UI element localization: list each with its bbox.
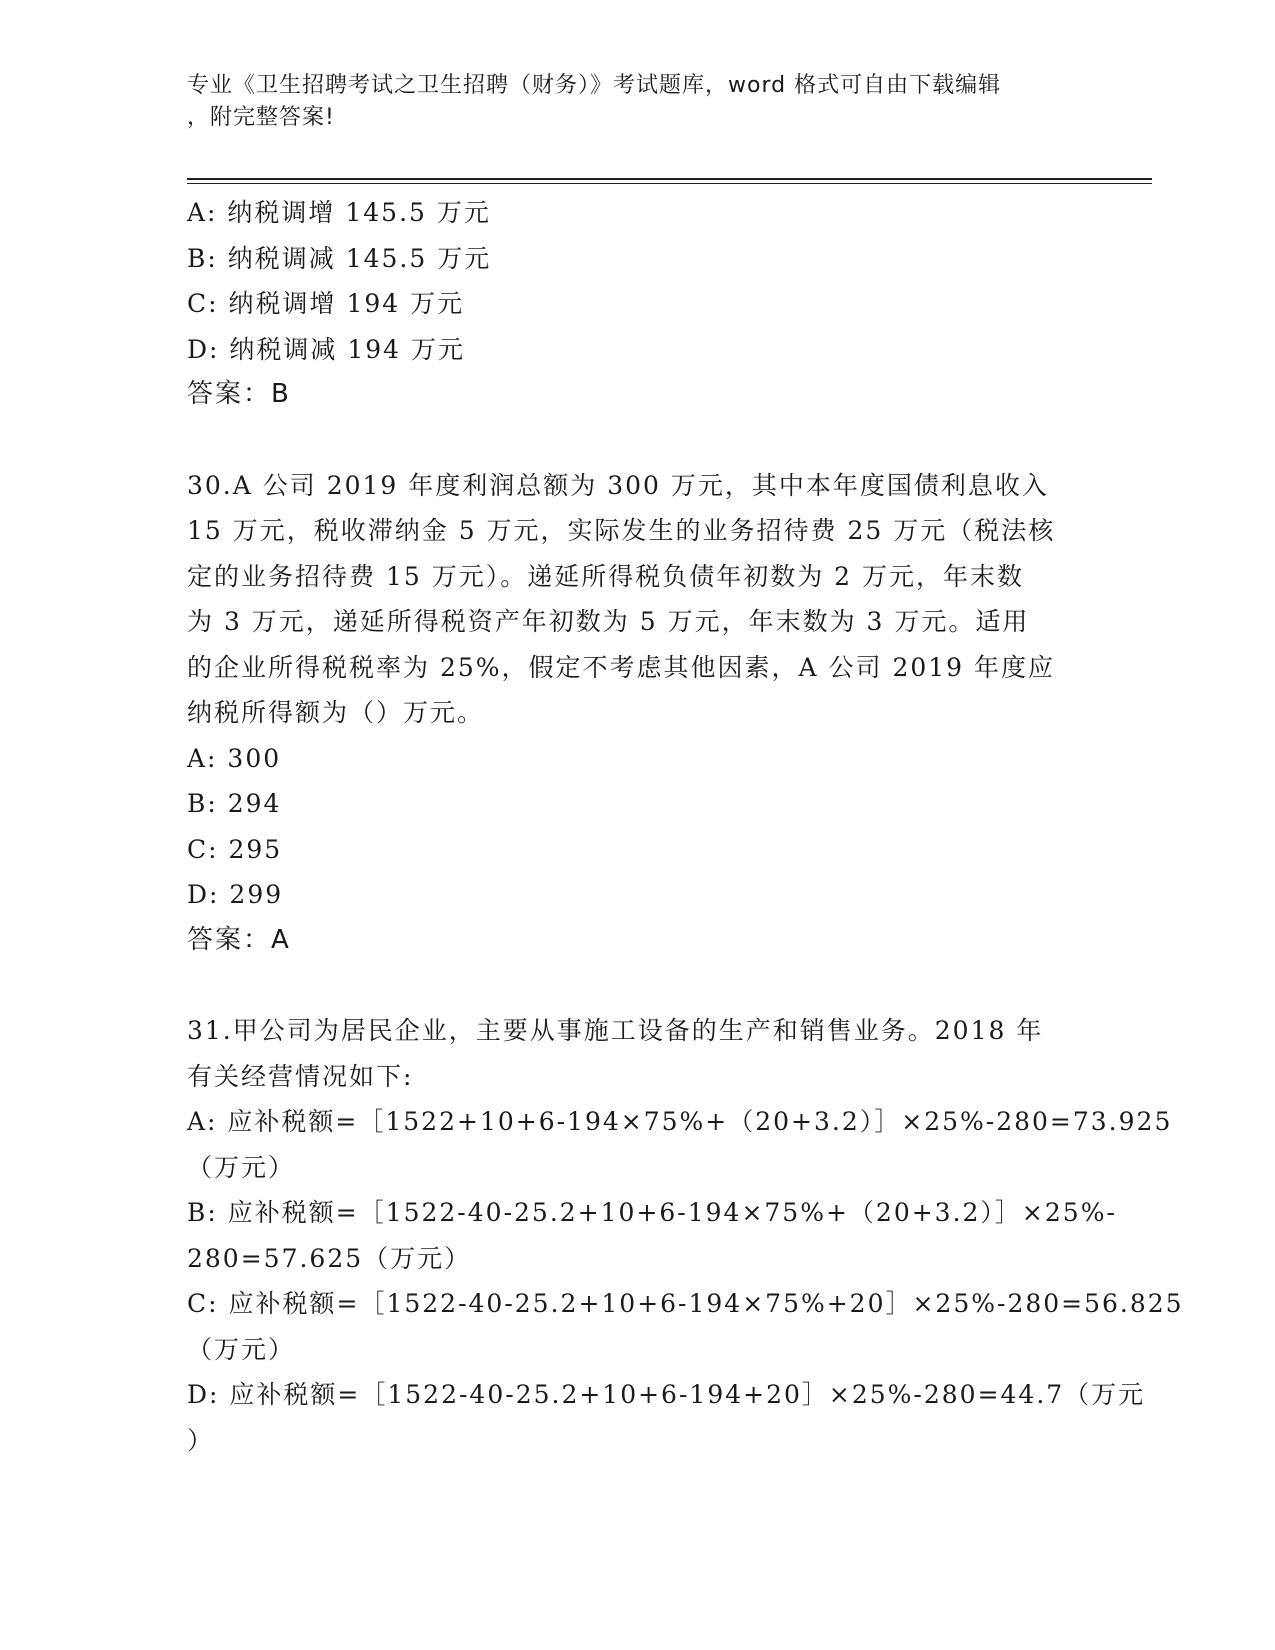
option-a: A: 纳税调增 145.5 万元 [187, 198, 491, 227]
document-header [187, 70, 1087, 134]
option-a: A: 应补税额=［1522+10+6-194×75%+（20+3.2）］×25%-280=73.925 [187, 1107, 1173, 1136]
answer-label: 答案：B [187, 379, 291, 409]
option-b: B: 294 [187, 789, 282, 818]
spacer [187, 963, 1087, 1008]
option-c: C: 纳税调增 194 万元 [187, 289, 465, 318]
option-c: C: 295 [187, 834, 283, 864]
header-divider-thin [187, 183, 1152, 184]
question-text-line: 定的业务招待费 15 万元）。递延所得税负债年初数为 2 万元，年末数 [187, 561, 1025, 591]
question-text-line: 有关经营情况如下: [187, 1061, 414, 1091]
question-text-line: 纳税所得额为（）万元。 [187, 698, 485, 727]
question-content [187, 190, 1184, 1463]
option-d-continued: ） [187, 1425, 215, 1455]
question-text-line: 为 3 万元，递延所得税资产年初数为 5 万元，年末数为 3 万元。适用 [187, 607, 1030, 636]
spacer [187, 418, 1087, 463]
question-29 [187, 190, 1087, 418]
option-a: A: 300 [187, 743, 282, 773]
question-30 [187, 463, 1087, 964]
question-text-line: 31.甲公司为居民企业，主要从事施工设备的生产和销售业务。2018 年 [187, 1016, 1044, 1045]
option-d: D: 299 [187, 880, 284, 909]
option-b-continued: 280=57.625（万元） [187, 1243, 472, 1273]
answer-label: 答案：A [187, 924, 291, 955]
question-31 [187, 1008, 1184, 1463]
option-b: B: 纳税调减 145.5 万元 [187, 243, 492, 273]
header-divider-thick [187, 178, 1152, 180]
question-text-line: 15 万元，税收滞纳金 5 万元，实际发生的业务招待费 25 万元（税法核 [187, 516, 1056, 545]
option-b: B: 应补税额=［1522-40-25.2+10+6-194×75%+（20+3.2）］×25%- [187, 1198, 1117, 1227]
header-line-2: ，附完整答案! [187, 105, 335, 130]
option-d: D: 应补税额=［1522-40-25.2+10+6-194+20］×25%-280=44.7（万元 [187, 1380, 1146, 1409]
question-text-line: 30.A 公司 2019 年度利润总额为 300 万元，其中本年度国债利息收入 [187, 470, 1049, 500]
option-c-continued: （万元） [187, 1334, 296, 1364]
header-line-1: 专业《卫生招聘考试之卫生招聘（财务）》考试题库，word 格式可自由下载编辑 [187, 73, 1002, 98]
option-d: D: 纳税调减 194 万元 [187, 334, 466, 364]
option-a-continued: （万元） [187, 1152, 296, 1182]
option-c: C: 应补税额=［1522-40-25.2+10+6-194×75%+20］×25%-280=56.825 [187, 1289, 1184, 1318]
question-text-line: 的企业所得税税率为 25%，假定不考虑其他因素，A 公司 2019 年度应 [187, 652, 1056, 682]
